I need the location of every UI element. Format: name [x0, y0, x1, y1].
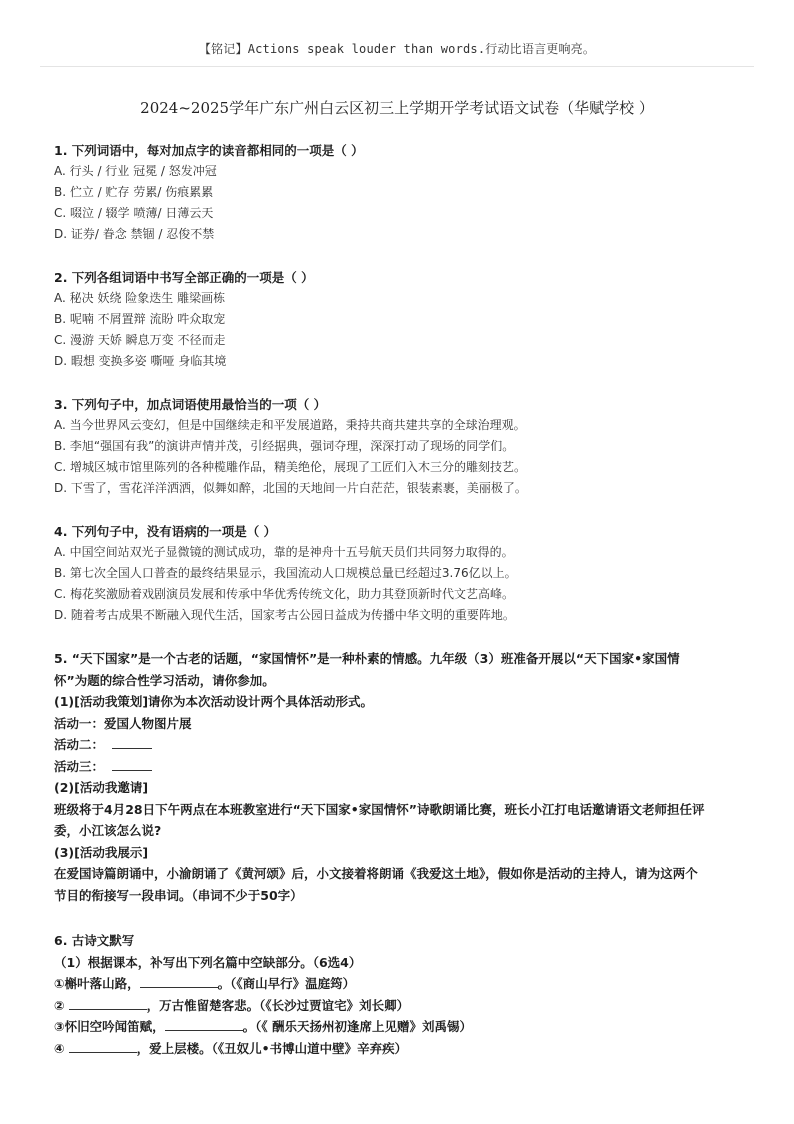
q5-part2-text: 班级将于4月28日下午两点在本班教室进行“天下国家•家国情怀”诗歌朗诵比赛，班长小江打电话邀请语文老师担任评	[54, 801, 705, 817]
page-header-motto: 【铭记】Actions speak louder than words.行动比语言更响亮。	[198, 42, 596, 56]
q5-part3-text: 节目的衔接写一段串词。（串词不少于50字）	[54, 887, 303, 903]
q5-part2-title: (2)[活动我邀请]	[54, 780, 149, 795]
q5-part3-text: 在爱国诗篇朗诵中，小渝朗诵了《黄河颂》后，小文接着将朗诵《我爱这土地》，假如你是活动的主持人，请为这两个	[54, 866, 698, 881]
question-3	[54, 394, 744, 499]
option-a: A. 行头 / 行业 冠冕 / 怒发冲冠	[54, 164, 217, 178]
option-d: D. 暇想 变换多姿 嘶哑 身临其境	[54, 354, 227, 368]
q6-item-4	[54, 1038, 744, 1060]
answer-blank[interactable]	[112, 758, 152, 771]
q5-activity-2-label: 活动二：	[54, 737, 105, 752]
answer-blank[interactable]	[165, 1018, 243, 1031]
question-stem: 4. 下列句子中，没有语病的一项是（ ）	[54, 524, 277, 539]
option-c: C. 梅花奖激励着戏剧演员发展和传承中华优秀传统文化，助力其登顶新时代文艺高峰。	[54, 587, 515, 601]
q5-intro-line: 5. “天下国家”是一个古老的话题，“家国情怀”是一种朴素的情感。九年级（3）班准备开展以“天下国家•家国情	[54, 651, 680, 666]
q5-activity-3-row	[54, 756, 744, 778]
q6-subtitle: （1）根据课本，补写出下列名篇中空缺部分。（6选4）	[54, 954, 362, 970]
q6-item-text: ④	[54, 1040, 65, 1056]
option-c: C. 漫游 天娇 瞬息万变 不径而走	[54, 333, 226, 347]
option-b: B. 第七次全国人口普查的最终结果显示，我国流动人口规模总量已经超过3.76亿以上。	[54, 566, 517, 580]
q5-activity-1: 活动一：爱国人物图片展	[54, 715, 192, 731]
option-d: D. 下雪了，雪花洋洋洒洒，似舞如醉，北国的天地间一片白茫茫，银装素裹，美丽极了。	[54, 481, 527, 495]
option-a: A. 当今世界风云变幻，但是中国继续走和平发展道路，秉持共商共建共享的全球治理观。	[54, 418, 526, 432]
question-stem: 1. 下列词语中，每对加点字的读音都相同的一项是（ ）	[54, 143, 364, 158]
question-stem: 2. 下列各组词语中书写全部正确的一项是（ ）	[54, 270, 314, 285]
answer-blank[interactable]	[69, 1040, 137, 1053]
option-b: B. 呢喃 不屑置辩 流盼 吽众取宠	[54, 312, 226, 326]
q6-item-source: ，万古惟留楚客悲。（《长沙过贾谊宅》刘长卿）	[146, 997, 410, 1013]
question-1	[54, 140, 744, 245]
q5-part3-title: (3)[活动我展示]	[54, 844, 149, 860]
option-a: A. 秘决 妖绕 险象迭生 雕梁画栋	[54, 291, 226, 305]
header-divider	[40, 66, 754, 67]
q6-item-source: ，爱上层楼。（《丑奴儿•书博山道中壁》辛弃疾）	[136, 1040, 408, 1056]
answer-blank[interactable]	[112, 736, 152, 749]
q6-item-text: ②	[54, 997, 65, 1013]
exam-content	[54, 140, 744, 1076]
q6-item-3	[54, 1016, 744, 1038]
q6-item-1	[54, 973, 744, 995]
option-a: A. 中国空间站双光子显微镜的测试成功，靠的是神舟十五号航天员们共同努力取得的。	[54, 545, 514, 559]
q5-part2-text: 委，小江该怎么说?	[54, 823, 162, 838]
option-b: B. 伫立 / 贮存 劳累/ 伤痕累累	[54, 185, 214, 199]
q5-activity-3-label: 活动三：	[54, 758, 105, 774]
answer-blank[interactable]	[140, 975, 218, 988]
question-stem: 3. 下列句子中，加点词语使用最恰当的一项（ ）	[54, 397, 327, 412]
q6-title: 6. 古诗文默写	[54, 933, 135, 948]
q5-intro-line: 怀”为题的综合性学习活动，请你参加。	[54, 672, 275, 688]
q6-item-2	[54, 995, 744, 1017]
q6-item-text: ①槲叶落山路，	[54, 976, 140, 991]
q6-item-source: 。（《商山早行》温庭筠）	[217, 976, 356, 991]
question-5	[54, 648, 744, 906]
question-2	[54, 267, 744, 372]
option-d: D. 证券/ 眷念 禁锢 / 忍俊不禁	[54, 227, 215, 241]
option-c: C. 啜泣 / 辍学 喷薄/ 日薄云天	[54, 206, 214, 220]
question-6	[54, 930, 744, 1059]
exam-title: 2024~2025学年广东广州白云区初三上学期开学考试语文试卷（华赋学校 ）	[140, 99, 654, 117]
q5-activity-2-row	[54, 734, 744, 756]
q6-item-source: 。（《 酬乐天扬州初逢席上见赠》刘禹锡）	[242, 1019, 472, 1034]
option-d: D. 随着考古成果不断融入现代生活，国家考古公园日益成为传播中华文明的重要阵地。	[54, 608, 515, 622]
q6-item-text: ③怀旧空吟闻笛赋，	[54, 1019, 165, 1034]
question-4	[54, 521, 744, 626]
answer-blank[interactable]	[69, 997, 147, 1010]
option-b: B. 李旭“强国有我”的演讲声情并茂，引经据典，强词夺理，深深打动了现场的同学们。	[54, 439, 515, 453]
q5-part1-title: (1)[活动我策划]请你为本次活动设计两个具体活动形式。	[54, 694, 374, 709]
option-c: C. 增城区城市馆里陈列的各种榄雕作品，精美绝伦，展现了工匠们入木三分的雕刻技艺。	[54, 460, 527, 474]
